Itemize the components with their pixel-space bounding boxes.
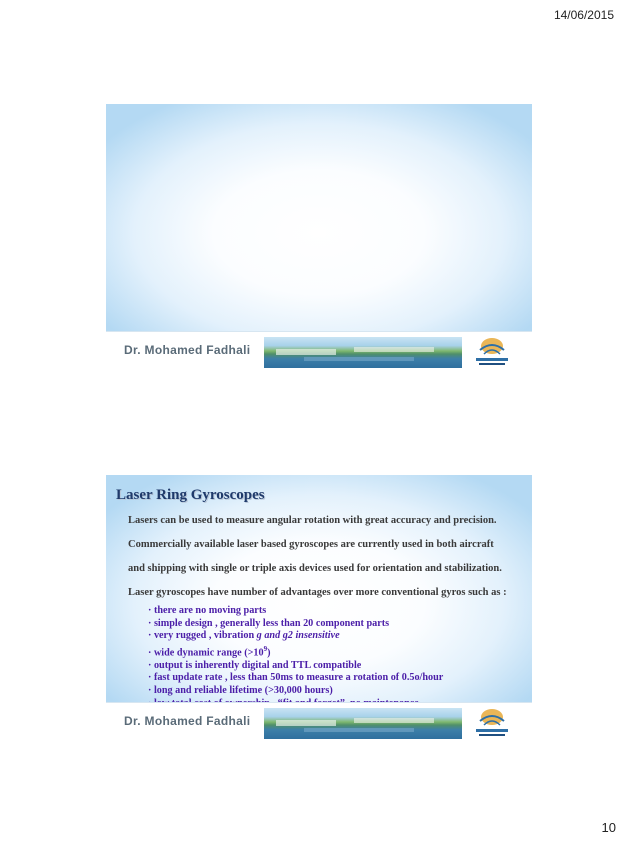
slide-title: Laser Ring Gyroscopes bbox=[116, 487, 265, 503]
list-item: · fast update rate , less than 50ms to measure a rotation of 0.5o/hour bbox=[148, 672, 444, 684]
list-item-text: · very rugged , vibration bbox=[148, 630, 257, 642]
slide-2-footer bbox=[106, 702, 532, 743]
university-logo-icon bbox=[470, 707, 514, 740]
campus-photo bbox=[264, 708, 462, 739]
list-item bbox=[148, 630, 443, 643]
slide-1-footer bbox=[106, 331, 532, 372]
slide-1 bbox=[106, 104, 532, 372]
list-item-emphasis: g and g2 insensitive bbox=[256, 630, 340, 642]
slide-2 bbox=[106, 475, 532, 743]
advantages-list bbox=[148, 605, 443, 710]
page-number: 10 bbox=[601, 820, 616, 835]
list-item bbox=[148, 643, 443, 660]
author-name: Dr. Mohamed Fadhali bbox=[124, 343, 251, 357]
paragraph: Commercially available laser based gyroscopes are currently used in both aircraft bbox=[128, 539, 494, 550]
print-date: 14/06/2015 bbox=[553, 8, 614, 22]
list-item: · output is inherently digital and TTL compatible bbox=[148, 659, 362, 671]
paragraph: Laser gyroscopes have number of advantages over more conventional gyros such as : bbox=[128, 587, 507, 598]
campus-photo bbox=[264, 337, 462, 368]
paragraph: Lasers can be used to measure angular rotation with great accuracy and precision. bbox=[128, 515, 497, 526]
list-item: · long and reliable lifetime (>30,000 hours) bbox=[148, 684, 333, 696]
paragraph: and shipping with single or triple axis devices used for orientation and stabilization. bbox=[128, 563, 502, 574]
superscript: 9 bbox=[263, 644, 268, 653]
list-item-text: · wide dynamic range (>10 bbox=[148, 647, 264, 659]
list-item-text: ) bbox=[267, 647, 271, 659]
list-item: · simple design , generally less than 20 component parts bbox=[148, 617, 390, 629]
university-logo-icon bbox=[470, 336, 514, 369]
author-name: Dr. Mohamed Fadhali bbox=[124, 714, 251, 728]
list-item: · there are no moving parts bbox=[148, 605, 267, 616]
